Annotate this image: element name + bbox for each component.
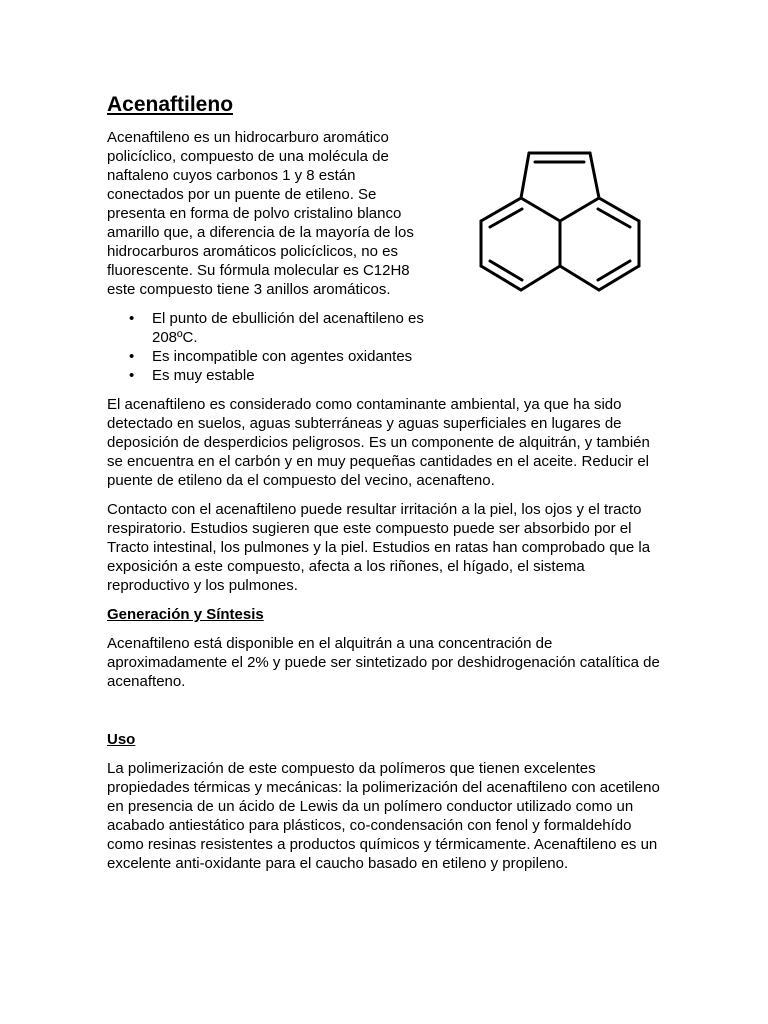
bond	[560, 266, 599, 290]
bullet-icon: •	[129, 367, 135, 384]
bullet-icon: •	[129, 348, 135, 365]
bond	[599, 266, 639, 290]
list-item	[129, 366, 457, 385]
health-paragraph: Contacto con el acenaftileno puede resultar irritación a la piel, los ojos y el tracto respiratorio. Estudios sugieren que este compuesto puede ser absorbido por el Tracto intestinal, los pulmones y la piel. Estudios en ratas han comprobado que la exposición a este compuesto, afecta a los riñones, el hígado, el sistema reproductivo y los pulmones.	[107, 501, 651, 594]
bond	[481, 266, 521, 290]
bond	[560, 198, 599, 221]
bond	[521, 198, 560, 221]
list-item-text: Es muy estable	[152, 367, 255, 384]
intro-paragraph: Acenaftileno es un hidrocarburo aromático policíclico, compuesto de una molécula de naftaleno cuyos carbonos 1 y 8 están conectados por un puente de etileno. Se presenta en forma de polvo cristalino blanco amarillo que, a diferencia de la mayoría de los hidrocarburos aromáticos policíclicos, no es fluorescente. Su fórmula molecular es C12H8 este compuesto tiene 3 anillos aromáticos.	[107, 129, 414, 298]
list-item	[129, 309, 457, 347]
bullet-icon: •	[129, 310, 135, 327]
section-heading-generation: Generación y Síntesis	[107, 606, 264, 623]
bond	[521, 266, 560, 290]
acenaphthylene-structure-diagram	[478, 150, 642, 295]
bond-double	[598, 261, 630, 280]
use-paragraph: La polimerización de este compuesto da polímeros que tienen excelentes propiedades térmicas y mecánicas: la polimerización del acenaftileno con acetileno en presencia de un ácido de Lewis da un polímero conductor utilizado como un acabado antiestático para plásticos, co-condensación con fenol y formaldehído como resinas resistentes a productos químicos y térmicamente. Acenaftileno es un excelente anti-oxidante para el caucho basado en etileno y propileno.	[107, 760, 660, 872]
list-item-text: El punto de ebullición del acenaftileno es 208ºC.	[152, 310, 424, 346]
bond-double	[490, 261, 522, 280]
bond	[481, 198, 521, 221]
bond	[521, 153, 529, 198]
document-title: Acenaftileno	[107, 93, 234, 116]
environment-paragraph: El acenaftileno es considerado como contaminante ambiental, ya que ha sido detectado en suelos, aguas subterráneas y aguas superficiales en lugares de deposición de desperdicios peligrosos. Es un componente de alquitrán, y también se encuentra en el carbón y en muy pequeñas cantidades en el aceite. Reducir el puente de etileno da el compuesto del vecino, acenafteno.	[107, 396, 650, 489]
bond	[599, 198, 639, 221]
bond	[590, 153, 599, 198]
section-heading-use: Uso	[107, 731, 136, 748]
generation-paragraph: Acenaftileno está disponible en el alquitrán a una concentración de aproximadamente el 2% y puede ser sintetizado por deshidrogenación catalítica de acenafteno.	[107, 635, 660, 690]
list-item	[129, 347, 457, 366]
list-item-text: Es incompatible con agentes oxidantes	[152, 348, 413, 365]
properties-list	[107, 309, 457, 385]
